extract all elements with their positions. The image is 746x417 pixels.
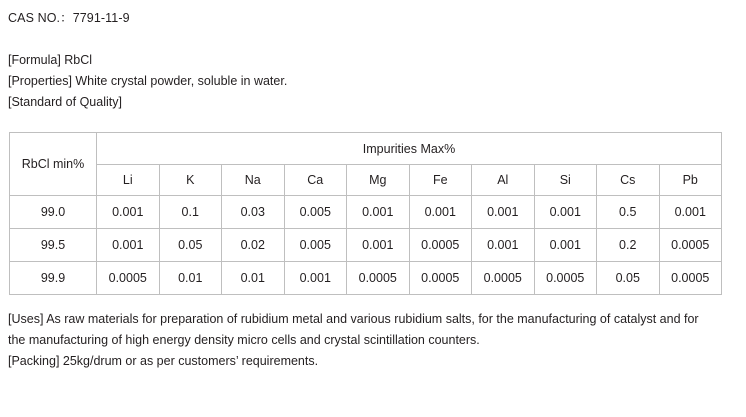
cell-cs: 0.5 (597, 196, 660, 229)
header-impurity-pb: Pb (659, 165, 722, 196)
table-header-row (10, 133, 722, 165)
cell-fe: 0.001 (409, 196, 472, 229)
header-impurity-mg: Mg (347, 165, 410, 196)
cell-li: 0.001 (97, 229, 160, 262)
uses-section (8, 309, 708, 372)
cell-pb: 0.0005 (659, 229, 722, 262)
header-impurity-cs: Cs (597, 165, 660, 196)
cell-mg: 0.001 (347, 229, 410, 262)
cell-si: 0.0005 (534, 262, 597, 295)
header-impurity-k: K (159, 165, 222, 196)
cell-si: 0.001 (534, 196, 597, 229)
cell-li: 0.001 (97, 196, 160, 229)
cell-al: 0.001 (472, 229, 535, 262)
cell-fe: 0.0005 (409, 262, 472, 295)
cas-value: 7791-11-9 (72, 11, 130, 25)
cell-na: 0.03 (222, 196, 285, 229)
cell-mg: 0.001 (347, 196, 410, 229)
cell-ca: 0.005 (284, 196, 347, 229)
spacer-above-table (8, 115, 738, 132)
cell-pb: 0.0005 (659, 262, 722, 295)
table-row (10, 229, 722, 262)
table-row (10, 196, 722, 229)
header-impurity-al: Al (472, 165, 535, 196)
properties-line: [Properties] White crystal powder, soluble in water. (8, 74, 288, 88)
cell-li: 0.0005 (97, 262, 160, 295)
header-impurity-ca: Ca (284, 165, 347, 196)
table-subheader-row (10, 165, 722, 196)
cell-pb: 0.001 (659, 196, 722, 229)
cell-si: 0.001 (534, 229, 597, 262)
header-rbcl-min: RbCl min% (10, 133, 97, 196)
formula-line: [Formula] RbCl (8, 53, 93, 67)
spacer-below-table (8, 295, 738, 309)
header-impurity-na: Na (222, 165, 285, 196)
header-impurity-li: Li (97, 165, 160, 196)
standard-of-quality-line: [Standard of Quality] (8, 95, 122, 109)
header-impurity-si: Si (534, 165, 597, 196)
cell-grade: 99.9 (10, 262, 97, 295)
cas-label: CAS NO.： (8, 11, 73, 25)
cell-ca: 0.005 (284, 229, 347, 262)
cell-grade: 99.5 (10, 229, 97, 262)
packing-paragraph: [Packing] 25kg/drum or as per customers’ requirements. (8, 354, 319, 368)
uses-paragraph: [Uses] As raw materials for preparation of rubidium metal and various rubidium salts, for the manufacturing of catalyst and for the manufacturing of high energy density micro cells and crystal scintillation counters. (8, 312, 699, 347)
header-impurity-fe: Fe (409, 165, 472, 196)
specification-table (9, 132, 722, 295)
cell-k: 0.1 (159, 196, 222, 229)
cell-fe: 0.0005 (409, 229, 472, 262)
cell-k: 0.01 (159, 262, 222, 295)
cell-k: 0.05 (159, 229, 222, 262)
cell-grade: 99.0 (10, 196, 97, 229)
cell-na: 0.02 (222, 229, 285, 262)
table-row (10, 262, 722, 295)
cell-cs: 0.05 (597, 262, 660, 295)
cell-al: 0.001 (472, 196, 535, 229)
cell-na: 0.01 (222, 262, 285, 295)
cell-ca: 0.001 (284, 262, 347, 295)
cell-al: 0.0005 (472, 262, 535, 295)
header-impurities-max: Impurities Max% (97, 133, 722, 165)
cell-mg: 0.0005 (347, 262, 410, 295)
cell-cs: 0.2 (597, 229, 660, 262)
spacer-above-properties (8, 26, 738, 52)
cas-number-line (8, 0, 738, 26)
